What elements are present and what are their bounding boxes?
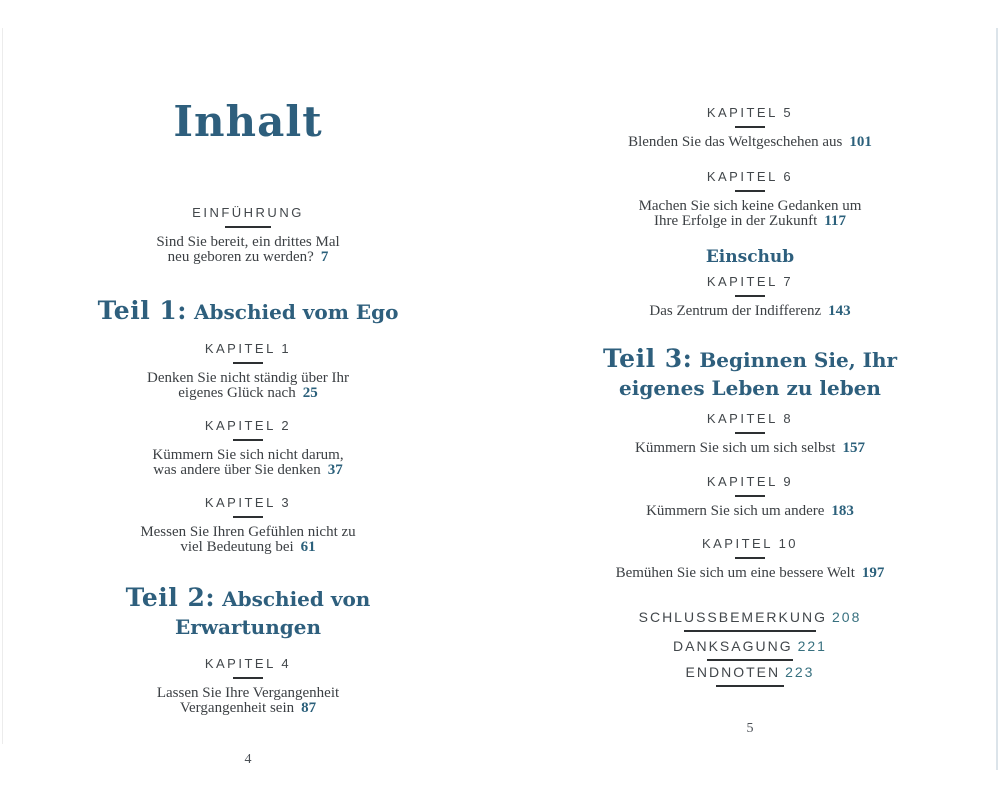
entry-title-line: Sind Sie bereit, ein drittes Mal xyxy=(156,234,340,250)
toc-entry-kapitel-2 xyxy=(88,418,408,478)
toc-title: Inhalt xyxy=(173,97,323,146)
entry-title-line xyxy=(88,540,408,555)
entry-title-line xyxy=(592,304,908,319)
chapter-label: KAPITEL 9 xyxy=(706,474,794,489)
page-edge-left xyxy=(2,28,3,744)
page-number-ref: 157 xyxy=(842,440,865,456)
entry-title-line xyxy=(88,701,408,716)
page-edge-right xyxy=(996,28,998,770)
toc-entry-danksagung xyxy=(592,638,908,661)
endmatter-line xyxy=(592,664,908,680)
toc-entry-kapitel-5 xyxy=(592,105,908,150)
endmatter-label: SCHLUSSBEMERKUNG xyxy=(638,609,827,625)
entry-title-line xyxy=(592,441,908,456)
divider-rule xyxy=(735,295,765,297)
page-number-ref: 101 xyxy=(849,134,872,150)
divider-rule xyxy=(707,659,793,661)
section-label: EINFÜHRUNG xyxy=(192,205,304,220)
chapter-label: KAPITEL 1 xyxy=(204,341,292,356)
chapter-label: KAPITEL 5 xyxy=(706,105,794,120)
toc-entry-kapitel-8 xyxy=(592,411,908,456)
part-title: Abschied von Erwartungen xyxy=(174,587,371,639)
endmatter-line xyxy=(592,638,908,654)
divider-rule xyxy=(716,685,784,687)
chapter-label: KAPITEL 8 xyxy=(706,411,794,426)
toc-entry-einfuehrung xyxy=(88,205,408,265)
right-page xyxy=(592,0,908,737)
page-number-ref: 197 xyxy=(861,565,885,581)
entry-title-line xyxy=(592,214,908,229)
toc-entry-kapitel-1 xyxy=(88,341,408,401)
page-number-ref: 37 xyxy=(327,462,343,478)
toc-entry-kapitel-7 xyxy=(592,274,908,319)
divider-rule xyxy=(735,557,765,559)
divider-rule xyxy=(233,677,263,679)
toc-entry-kapitel-9 xyxy=(592,474,908,519)
part-heading-teil-3 xyxy=(592,345,908,402)
entry-title-line xyxy=(592,135,908,150)
part-title: Abschied vom Ego xyxy=(194,300,399,324)
part-heading-teil-2 xyxy=(88,584,408,642)
page-number-ref: 61 xyxy=(300,539,316,555)
page-number-ref: 143 xyxy=(828,303,851,319)
entry-title-text: Blenden Sie das Weltgeschehen aus xyxy=(628,134,843,150)
entry-title-line xyxy=(88,386,408,401)
entry-title-line: Denken Sie nicht ständig über Ihr xyxy=(146,370,350,386)
page-number-ref: 87 xyxy=(301,700,317,716)
part-title-line: eigenes Leben zu leben xyxy=(619,376,881,400)
endmatter-line xyxy=(592,609,908,625)
divider-rule xyxy=(225,226,271,228)
einschub-heading: Einschub xyxy=(705,247,795,267)
folio-right: 5 xyxy=(746,721,754,736)
part-prefix: Teil 3: xyxy=(602,344,693,373)
chapter-label: KAPITEL 2 xyxy=(204,418,292,433)
entry-title-line: Kümmern Sie sich nicht darum, xyxy=(152,447,344,463)
entry-title-line xyxy=(592,504,908,519)
divider-rule xyxy=(735,432,765,434)
entry-title-text: Kümmern Sie sich um andere xyxy=(646,503,825,519)
entry-title-line: Messen Sie Ihren Gefühlen nicht zu xyxy=(140,524,356,540)
entry-title-line xyxy=(88,250,408,265)
toc-entry-kapitel-3 xyxy=(88,495,408,555)
chapter-label: KAPITEL 6 xyxy=(706,169,794,184)
endmatter-label: ENDNOTEN xyxy=(685,664,781,680)
divider-rule xyxy=(735,126,765,128)
page-number-ref: 183 xyxy=(831,503,854,519)
page-number-ref: 223 xyxy=(785,664,815,680)
page-number-ref: 221 xyxy=(797,638,827,654)
entry-title-line: Machen Sie sich keine Gedanken um xyxy=(638,198,862,214)
entry-title-line xyxy=(88,463,408,478)
entry-title-text: eigenes Glück nach xyxy=(178,385,296,401)
page-number-ref: 117 xyxy=(824,213,846,229)
divider-rule xyxy=(233,439,263,441)
toc-entry-schlussbemerkung xyxy=(592,609,908,632)
toc-entry-kapitel-10 xyxy=(592,536,908,581)
entry-title-line xyxy=(592,566,908,581)
divider-rule xyxy=(735,495,765,497)
toc-entry-kapitel-6 xyxy=(592,169,908,229)
entry-title-text: neu geboren zu werden? xyxy=(167,249,314,265)
chapter-label: KAPITEL 10 xyxy=(701,536,799,551)
folio-left: 4 xyxy=(244,752,252,767)
part-title: Beginnen Sie, Ihr xyxy=(699,348,898,372)
endmatter-label: DANKSAGUNG xyxy=(673,638,793,654)
divider-rule xyxy=(684,630,816,632)
toc-entry-endnoten xyxy=(592,664,908,687)
entry-title-text: Vergangenheit sein xyxy=(179,700,295,716)
chapter-label: KAPITEL 3 xyxy=(204,495,292,510)
divider-rule xyxy=(233,362,263,364)
chapter-label: KAPITEL 4 xyxy=(204,656,292,671)
chapter-label: KAPITEL 7 xyxy=(706,274,794,289)
divider-rule xyxy=(735,190,765,192)
page-number-ref: 25 xyxy=(302,385,318,401)
entry-title-text: viel Bedeutung bei xyxy=(180,539,294,555)
part-title-line xyxy=(592,345,908,375)
entry-title-line: Lassen Sie Ihre Vergangenheit xyxy=(156,685,340,701)
entry-title-text: Das Zentrum der Indifferenz xyxy=(649,303,822,319)
entry-title-text: Ihre Erfolge in der Zukunft xyxy=(654,213,818,229)
part-prefix: Teil 1: xyxy=(97,296,188,325)
entry-title-text: Bemühen Sie sich um eine bessere Welt xyxy=(615,565,855,581)
page-number-ref: 7 xyxy=(320,249,329,265)
toc-entry-kapitel-4 xyxy=(88,656,408,716)
left-page xyxy=(88,0,408,768)
page-number-ref: 208 xyxy=(832,609,862,625)
part-heading-teil-1 xyxy=(88,297,408,327)
entry-title-text: was andere über Sie denken xyxy=(153,462,321,478)
part-prefix: Teil 2: xyxy=(125,583,216,612)
divider-rule xyxy=(233,516,263,518)
entry-title-text: Kümmern Sie sich um sich selbst xyxy=(635,440,836,456)
